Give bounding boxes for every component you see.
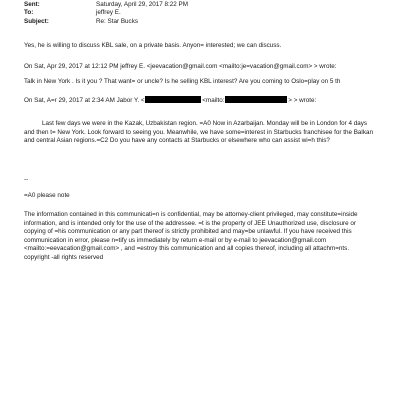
redaction-bar [225,96,287,103]
sent-label: Sent: [24,1,40,8]
redaction-bar [145,96,201,103]
to-value: jeffrey E. [96,9,121,16]
quoted-message-1: Talk in New York . Is it you ? That want= or uncle? Is he selling KBL interest? Are you coming to Oslo=play on 5 th [24,78,341,85]
reply-paragraph: Yes, he is willing to discuss KBL sale, on a private basis. Anyon= interested; we can discuss. [24,42,282,49]
to-label: To: [24,9,34,16]
quote-header-2-end: > > wrote: [288,97,317,104]
please-note: =A0 please note [24,192,70,199]
subject-value: Re: Star Bucks [96,18,138,25]
quote-header-2-start: On Sat, A=r 29, 2017 at 2:34 AM Jabor Y. < [24,97,145,104]
quote-header-1: On Sat, Apr 29, 2017 at 12:12 PM jeffrey E. <jeevacation@gmail.com <mailto:je=vacation@gmail.com> > wrote: [24,63,337,70]
sent-value: Saturday, April 29, 2017 8:22 PM [96,1,188,8]
quoted-message-2: Last few days we were in the Kazak, Uzbakistan region. =A0 Now in Azarbaijan. Monday will be in London for 4 days and then t= New York. Look forward to seeing you. Meanwhile, we have some=interest in Starbucks franchisee for the Balkan and central Asian regions.=C2 Do you have any contacts at Starbucks or elsewhere who can assist wi=h this? [24,120,373,144]
subject-label: Subject: [24,18,49,25]
quote-header-2-mid: <mailto: [202,97,225,104]
quote-header-2 [24,96,316,106]
signature-separator: -- [24,176,29,183]
confidentiality-notice: The information contained in this communicati=n is confidential, may be attorney-client privileged, may constitute=inside information, and is intended only for the use of the addressee. =t is the property of JEE Unauthorized use, disclosure or copying of =his communication or any part thereof is strictly prohibited and may=be unlawful. If you have received this communication in error, please n=tify us immediately by return e-mail or by e-mail to jeevacation@gmail.com <mailto:=eevacation@gmail.com> , and =estroy this communication and all copies thereof, including all attachm=nts. copyright -all rights reserved [24,211,358,261]
